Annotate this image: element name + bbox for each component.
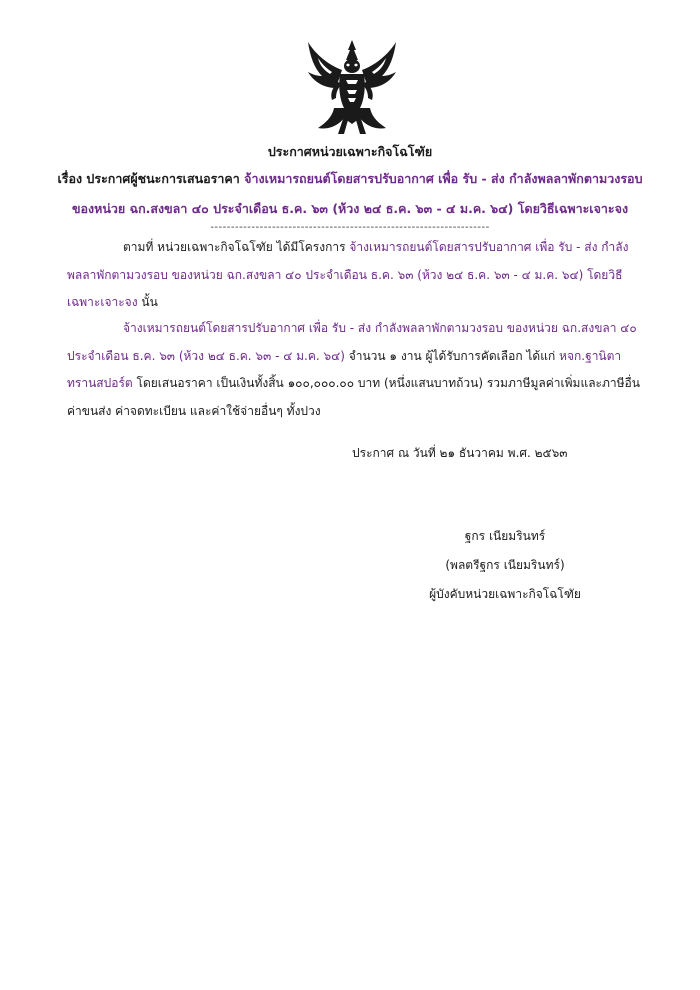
para1-tail: นั้น xyxy=(137,295,158,309)
para1-project: จ้างเหมารถยนต์โดยสารปรับอากาศ เพื่อ รับ - ส่ง กำลังพลลาพักตามวงรอบ ของหน่วย ฉก.สงขลา ๔๐ ประจำเดือน ธ.ค. ๖๓ (ห้วง ๒๔ ธ.ค. ๖๓ - ๔ ม.ค. ๖๔) โดยวิธีเฉพาะเจาะจง xyxy=(67,240,629,309)
para2-body: จำนวน ๑ งาน ผู้ได้รับการคัดเลือก ได้แก่ xyxy=(344,348,560,363)
para2-winner: หจก.ฐานิตา ทรานสปอร์ต xyxy=(67,348,622,390)
announce-date: ประกาศ ณ วันที่ ๒๑ ธันวาคม พ.ศ. ๒๕๖๓ xyxy=(352,446,568,460)
para2-tail: โดยเสนอราคา เป็นเงินทั้งสิ้น ๑๐๐,๐๐๐.๐๐ บาท (หนึ่งแสนบาทถ้วน) รวมภาษีมูลค่าเพิ่มและภาษีอื่น ค่าขนส่ง ค่าจดทะเบียน และค่าใช้จ่ายอื่นๆ ทั้งปวง xyxy=(67,376,640,418)
subject-prefix: เรื่อง ประกาศผู้ชนะการเสนอราคา xyxy=(57,171,240,186)
subject-title-line1: จ้างเหมารถยนต์โดยสารปรับอากาศ เพื่อ รับ - ส่ง กำลังพลลาพักตามวงรอบ xyxy=(244,171,643,186)
signature-fullname: (พลตรีฐกร เนียมรินทร์) xyxy=(445,558,565,572)
paragraph-2 xyxy=(67,315,640,425)
signature-name: ฐกร เนียมรินทร์ xyxy=(464,529,546,543)
para1-lead: ตามที่ หน่วยเฉพาะกิจโฉโฑัย ได้มีโครงการ xyxy=(123,240,350,254)
divider-line: -------------------------------------------------------------------- xyxy=(210,222,490,233)
page-title: ประกาศหน่วยเฉพาะกิจโฉโฑัย xyxy=(267,144,433,159)
subject-title-line2: ของหน่วย ฉก.สงขลา ๔๐ ประจำเดือน ธ.ค. ๖๓ (ห้วง ๒๔ ธ.ค. ๖๓ - ๔ ม.ค. ๖๔) โดยวิธีเฉพาะเจาะจง xyxy=(71,201,629,216)
garuda-emblem-icon xyxy=(304,38,400,136)
subject xyxy=(48,164,652,224)
paragraph-1 xyxy=(67,234,640,317)
signature-position: ผู้บังคับหน่วยเฉพาะกิจโฉโฑัย xyxy=(429,587,581,601)
para2-project: จ้างเหมารถยนต์โดยสารปรับอากาศ เพื่อ รับ - ส่ง กำลังพลลาพักตามวงรอบ ของหน่วย ฉก.สงขลา ๔๐ ประจำเดือน ธ.ค. ๖๓ (ห้วง ๒๔ ธ.ค. ๖๓ - ๔ ม.ค. ๖๔) xyxy=(67,321,637,363)
